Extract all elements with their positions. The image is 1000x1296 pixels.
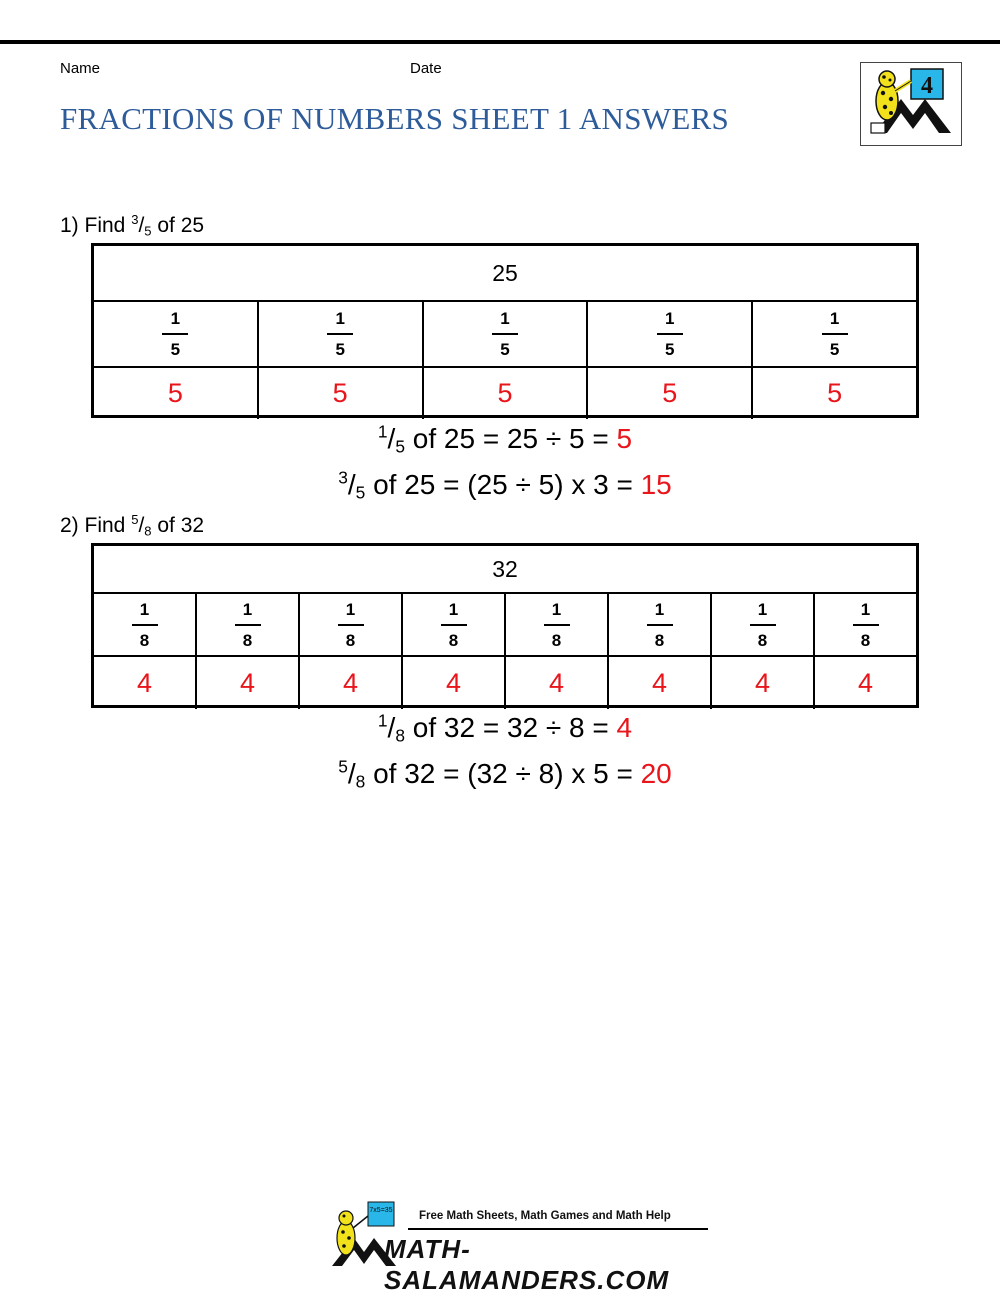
question-1-equation-2: $^3/_5$ of 25 = (25 ÷ 5) x 3 = 15 <box>338 467 672 503</box>
unit-fraction <box>235 599 261 651</box>
question-2-frac-slash: / <box>138 514 145 537</box>
eq-frac-num: 5 <box>338 756 348 777</box>
fraction-numerator: 1 <box>829 309 840 328</box>
unit-fraction <box>750 599 776 651</box>
name-label: Name <box>60 60 101 77</box>
fraction-denominator: 8 <box>757 630 768 650</box>
unit-fraction <box>492 308 518 360</box>
date-label: Date <box>410 60 442 77</box>
question-1-answer-row <box>94 368 916 419</box>
question-2-whole: 32 <box>94 546 916 594</box>
unit-fraction <box>657 308 683 360</box>
fraction-bar <box>853 624 879 626</box>
unit-fraction <box>132 599 158 651</box>
eq-text: of 32 = 32 ÷ 8 = <box>404 712 617 743</box>
footer-tagline: Free Math Sheets, Math Games and Math Help <box>419 1210 671 1222</box>
fraction-numerator: 1 <box>665 309 675 328</box>
question-2-fraction-row <box>94 594 916 657</box>
fraction-numerator: 1 <box>170 309 181 328</box>
fraction-denominator: 5 <box>335 340 345 359</box>
footer-rule <box>408 1228 708 1230</box>
question-1-suffix: of 25 <box>151 214 205 237</box>
question-2-suffix: of 32 <box>151 514 205 537</box>
fraction-numerator: 1 <box>448 599 459 619</box>
question-2-equation-1: $^1/_8$ of 32 = 32 ÷ 8 = 4 <box>377 710 633 746</box>
question-2-prompt <box>60 514 204 538</box>
fraction-bar <box>441 624 467 626</box>
fraction-bar <box>544 624 570 626</box>
question-2-answer-row <box>94 657 916 709</box>
part-answer: 4 <box>197 657 300 709</box>
fraction-cell <box>753 302 916 366</box>
footer-brand-name: MATH-SALAMANDERS.COM <box>384 1234 670 1295</box>
eq-text: of 32 = (32 ÷ 8) x 5 = <box>365 758 641 789</box>
eq-answer: 15 <box>640 469 672 500</box>
fraction-numerator: 1 <box>551 599 562 619</box>
fraction-cell <box>94 594 197 655</box>
fraction-denominator: 8 <box>242 630 253 650</box>
fraction-bar <box>235 624 261 626</box>
footer-badge-text: 7x5=35 <box>369 1207 393 1214</box>
fraction-bar <box>647 624 673 626</box>
eq-frac-den: 8 <box>395 725 405 746</box>
fraction-bar <box>162 333 188 335</box>
fraction-numerator: 1 <box>139 599 150 619</box>
fraction-numerator: 1 <box>345 599 356 619</box>
grade-logo <box>860 62 962 146</box>
fraction-numerator: 1 <box>335 309 345 328</box>
fraction-bar <box>327 333 353 335</box>
fraction-denominator: 5 <box>170 340 181 359</box>
fraction-denominator: 8 <box>345 630 356 650</box>
unit-fraction <box>544 599 570 651</box>
fraction-denominator: 8 <box>139 630 150 650</box>
eq-frac-den: 5 <box>395 436 405 457</box>
question-2-prefix: 2) Find <box>60 514 132 537</box>
eq-answer: 4 <box>616 712 633 743</box>
fraction-bar <box>657 333 683 335</box>
fraction-cell <box>300 594 403 655</box>
unit-fraction <box>327 308 353 360</box>
question-1-prefix: 1) Find <box>60 214 132 237</box>
eq-text: of 25 = 25 ÷ 5 = <box>404 423 617 454</box>
unit-fraction <box>338 599 364 651</box>
part-answer: 4 <box>94 657 197 709</box>
fraction-denominator: 8 <box>654 630 665 650</box>
eq-frac-num: 3 <box>338 467 348 488</box>
fraction-bar <box>822 333 848 335</box>
fraction-cell <box>609 594 712 655</box>
fraction-cell <box>588 302 753 366</box>
footer-brand-block <box>326 1200 716 1295</box>
unit-fraction <box>441 599 467 651</box>
question-1-whole: 25 <box>94 246 916 302</box>
part-answer: 4 <box>857 667 874 698</box>
question-1-fraction-row <box>94 302 916 368</box>
fraction-numerator: 1 <box>500 309 510 328</box>
fraction-denominator: 8 <box>448 630 459 650</box>
fraction-denominator: 8 <box>551 630 562 650</box>
fraction-bar <box>338 624 364 626</box>
question-1-frac-den: 5 <box>144 223 152 239</box>
eq-frac-num: 1 <box>377 421 388 442</box>
fraction-numerator: 1 <box>860 599 871 619</box>
part-answer: 4 <box>403 657 506 709</box>
question-1-frac-slash: / <box>138 214 145 237</box>
eq-frac-den: 8 <box>355 771 366 792</box>
question-2-frac-den: 8 <box>144 523 152 539</box>
question-2-equation-2: $^5/_8$ of 32 = (32 ÷ 8) x 5 = 20 <box>338 756 672 792</box>
part-answer: 4 <box>609 657 712 709</box>
eq-answer: 20 <box>640 758 672 789</box>
fraction-cell <box>712 594 815 655</box>
part-answer: 5 <box>259 368 424 419</box>
top-rule <box>0 40 1000 44</box>
fraction-denominator: 5 <box>829 340 840 359</box>
fraction-cell <box>197 594 300 655</box>
eq-frac-num: 1 <box>377 710 388 731</box>
unit-fraction <box>162 308 188 360</box>
question-1-frac-num: 3 <box>131 212 139 228</box>
fraction-cell <box>403 594 506 655</box>
part-answer: 4 <box>300 657 403 709</box>
part-answer: 4 <box>712 657 815 709</box>
unit-fraction <box>853 599 879 651</box>
page-title: FRACTIONS OF NUMBERS SHEET 1 ANSWERS <box>60 101 730 136</box>
part-answer: 5 <box>94 368 259 419</box>
fraction-denominator: 8 <box>860 630 871 650</box>
fraction-cell <box>815 594 916 655</box>
part-answer: 5 <box>424 368 589 419</box>
fraction-denominator: 5 <box>665 340 675 359</box>
question-2-frac-num: 5 <box>131 512 139 528</box>
fraction-bar <box>132 624 158 626</box>
question-2-bar-model <box>91 543 919 708</box>
unit-fraction <box>822 308 848 360</box>
fraction-cell <box>424 302 589 366</box>
part-answer: 5 <box>827 378 843 408</box>
eq-frac-den: 5 <box>355 482 366 503</box>
grade-number: 4 <box>921 73 933 99</box>
fraction-cell <box>94 302 259 366</box>
eq-text: of 25 = (25 ÷ 5) x 3 = <box>365 469 641 500</box>
question-1-equation-1: $^1/_5$ of 25 = 25 ÷ 5 = 5 <box>377 421 633 457</box>
eq-answer: 5 <box>616 423 633 454</box>
part-answer: 4 <box>506 657 609 709</box>
fraction-numerator: 1 <box>757 599 768 619</box>
part-answer: 5 <box>588 368 753 419</box>
unit-fraction <box>647 599 673 651</box>
salamander-logo-icon <box>861 63 960 144</box>
fraction-numerator: 1 <box>654 599 665 619</box>
fraction-numerator: 1 <box>242 599 253 619</box>
fraction-cell <box>506 594 609 655</box>
fraction-cell <box>259 302 424 366</box>
fraction-denominator: 5 <box>500 340 510 359</box>
fraction-bar <box>750 624 776 626</box>
question-1-prompt <box>60 214 204 238</box>
question-1-bar-model <box>91 243 919 418</box>
fraction-bar <box>492 333 518 335</box>
